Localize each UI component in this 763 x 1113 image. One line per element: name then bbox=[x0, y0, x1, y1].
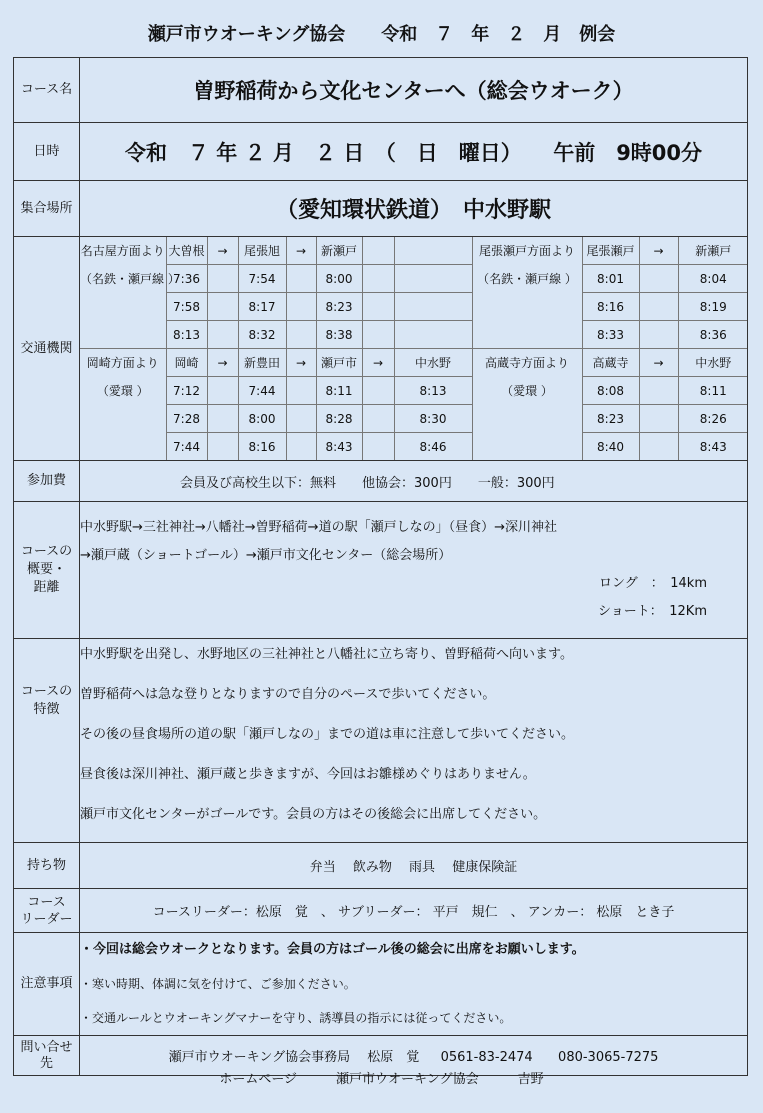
timetable-cell: 8:23 bbox=[582, 405, 639, 433]
transport-cell bbox=[80, 237, 748, 461]
timetable-cell: 尾張瀬戸 bbox=[582, 237, 639, 265]
timetable-cell: 新瀬戸 bbox=[316, 237, 362, 265]
timetable-cell: 8:36 bbox=[678, 321, 748, 349]
timetable-cell bbox=[394, 321, 472, 349]
timetable-cell: 8:33 bbox=[582, 321, 639, 349]
row-course bbox=[14, 58, 748, 123]
row-items bbox=[14, 843, 748, 889]
timetable-cell: 尾張瀬戸方面より bbox=[472, 237, 582, 265]
timetable-cell: 8:30 bbox=[394, 405, 472, 433]
timetable-cell: 8:23 bbox=[316, 293, 362, 321]
timetable-cell: 新豊田 bbox=[238, 349, 286, 377]
meeting-place: （愛知環状鉄道） 中水野駅 bbox=[80, 181, 748, 237]
timetable-cell: 岡崎方面より bbox=[80, 349, 166, 377]
row-features bbox=[14, 639, 748, 843]
timetable-cell bbox=[286, 433, 316, 461]
timetable-cell: 岡崎 bbox=[166, 349, 207, 377]
timetable-cell bbox=[639, 405, 678, 433]
timetable-cell: 高蔵寺 bbox=[582, 349, 639, 377]
timetable-cell: 7:12 bbox=[166, 377, 207, 405]
timetable-cell bbox=[286, 293, 316, 321]
timetable-cell: （愛環 ） bbox=[472, 377, 582, 405]
feature-line-1: 中水野駅を出発し、水野地区の三社神社と八幡社に立ち寄り、曽野稲荷へ向います。 bbox=[80, 646, 573, 662]
timetable-cell: 7:44 bbox=[166, 433, 207, 461]
row-leaders bbox=[14, 889, 748, 933]
timetable-cell bbox=[472, 433, 582, 461]
timetable-cell: 新瀬戸 bbox=[678, 237, 748, 265]
leaders-label: コース リーダー bbox=[14, 889, 80, 933]
timetable-cell bbox=[286, 321, 316, 349]
timetable-cell bbox=[207, 377, 238, 405]
timetable-cell: 8:16 bbox=[582, 293, 639, 321]
transport-timetable bbox=[80, 237, 748, 460]
timetable-row bbox=[80, 377, 748, 405]
timetable-cell bbox=[362, 321, 394, 349]
contact-value: 瀬戸市ウオーキング協会事務局 松原 覚 0561-83-2474 080-3065-7275 bbox=[80, 1036, 748, 1076]
note-line-1: ・今回は総会ウオークとなります。会員の方はゴール後の総会に出席をお願いします。 bbox=[80, 942, 585, 957]
timetable-cell: 8:46 bbox=[394, 433, 472, 461]
transport-label: 交通機関 bbox=[14, 237, 80, 461]
timetable-cell: → bbox=[207, 237, 238, 265]
summary-cell bbox=[80, 502, 748, 639]
meeting-label: 集合場所 bbox=[14, 181, 80, 237]
timetable-cell bbox=[207, 321, 238, 349]
row-datetime bbox=[14, 123, 748, 181]
timetable-cell: （名鉄・瀬戸線 ） bbox=[80, 265, 166, 293]
timetable-cell: 7:28 bbox=[166, 405, 207, 433]
timetable-cell: 8:08 bbox=[582, 377, 639, 405]
timetable-cell bbox=[80, 293, 166, 321]
timetable-cell bbox=[394, 237, 472, 265]
distance-long: ロング ： 14km bbox=[599, 576, 707, 591]
timetable-cell: （名鉄・瀬戸線 ） bbox=[472, 265, 582, 293]
feature-line-4: 昼食後は深川神社、瀬戸蔵と歩きますが、今回はお雛様めぐりはありません。 bbox=[80, 766, 536, 782]
timetable-cell: 7:54 bbox=[238, 265, 286, 293]
timetable-row bbox=[80, 405, 748, 433]
notes-cell bbox=[80, 933, 748, 1036]
timetable-cell: 8:13 bbox=[394, 377, 472, 405]
timetable-cell bbox=[362, 237, 394, 265]
timetable-cell bbox=[362, 293, 394, 321]
row-fee bbox=[14, 461, 748, 502]
timetable-cell bbox=[394, 265, 472, 293]
note-line-3: ・交通ルールとウオーキングマナーを守り、誘導員の指示には従ってください。 bbox=[80, 1011, 512, 1025]
timetable-cell: 8:38 bbox=[316, 321, 362, 349]
timetable-cell bbox=[80, 433, 166, 461]
timetable-cell: 中水野 bbox=[678, 349, 748, 377]
timetable-cell bbox=[639, 433, 678, 461]
timetable-cell bbox=[639, 293, 678, 321]
timetable-cell: 8:13 bbox=[166, 321, 207, 349]
timetable-cell: 7:58 bbox=[166, 293, 207, 321]
timetable-cell: 8:32 bbox=[238, 321, 286, 349]
timetable-cell bbox=[472, 321, 582, 349]
timetable-cell: → bbox=[207, 349, 238, 377]
timetable-cell: 8:16 bbox=[238, 433, 286, 461]
fee-label: 参加費 bbox=[14, 461, 80, 502]
route-line-2: →瀬戸蔵（ショートゴール）→瀬戸市文化センター（総会場所） bbox=[80, 548, 452, 563]
timetable-cell: 8:01 bbox=[582, 265, 639, 293]
fee-value: 会員及び高校生以下：無料 他協会：300円 一般：300円 bbox=[80, 461, 748, 502]
course-name: 曽野稲荷から文化センターへ（総会ウオーク） bbox=[80, 58, 748, 123]
timetable-cell: → bbox=[639, 349, 678, 377]
timetable-cell bbox=[362, 433, 394, 461]
timetable-cell: 7:36 bbox=[166, 265, 207, 293]
timetable-cell: 8:17 bbox=[238, 293, 286, 321]
timetable-cell: → bbox=[362, 349, 394, 377]
timetable-cell: （愛環 ） bbox=[80, 377, 166, 405]
timetable-cell: 7:44 bbox=[238, 377, 286, 405]
timetable-cell bbox=[472, 405, 582, 433]
timetable-row bbox=[80, 265, 748, 293]
feature-line-2: 曽野稲荷へは急な登りとなりますので自分のペースで歩いてください。 bbox=[80, 686, 496, 702]
timetable-cell: 名古屋方面より bbox=[80, 237, 166, 265]
timetable-cell bbox=[207, 293, 238, 321]
items-value: 弁当 飲み物 雨具 健康保険証 bbox=[80, 843, 748, 889]
timetable-cell: 大曽根 bbox=[166, 237, 207, 265]
datetime-label: 日時 bbox=[14, 123, 80, 181]
timetable-cell: 8:00 bbox=[238, 405, 286, 433]
timetable-cell bbox=[207, 405, 238, 433]
footer-homepage: ホームページ 瀬戸市ウオーキング協会 吉野 bbox=[219, 1072, 544, 1087]
timetable-cell bbox=[639, 321, 678, 349]
course-label: コース名 bbox=[14, 58, 80, 123]
row-meeting bbox=[14, 181, 748, 237]
feature-line-5: 瀬戸市文化センターがゴールです。会員の方はその後総会に出席してください。 bbox=[80, 806, 547, 822]
timetable-cell: → bbox=[286, 349, 316, 377]
timetable-cell bbox=[286, 377, 316, 405]
timetable-cell bbox=[639, 377, 678, 405]
row-transport bbox=[14, 237, 748, 461]
items-label: 持ち物 bbox=[14, 843, 80, 889]
leaders-value: コースリーダー：松原 覚 、 サブリーダー： 平戸 規仁 、 アンカー： 松原 とき子 bbox=[80, 889, 748, 933]
timetable-cell bbox=[362, 265, 394, 293]
timetable-cell: 8:19 bbox=[678, 293, 748, 321]
timetable-cell: 中水野 bbox=[394, 349, 472, 377]
timetable-row bbox=[80, 349, 748, 377]
timetable-cell bbox=[472, 293, 582, 321]
timetable-cell bbox=[207, 433, 238, 461]
row-notes bbox=[14, 933, 748, 1036]
features-label: コースの 特徴 bbox=[14, 639, 80, 843]
timetable-cell bbox=[207, 265, 238, 293]
page-title: 瀬戸市ウオーキング協会 令和 ７ 年 ２ 月 例会 bbox=[147, 24, 616, 45]
timetable-cell: 8:04 bbox=[678, 265, 748, 293]
event-table bbox=[13, 57, 748, 1076]
datetime-value: 令和 ７ 年 ２ 月 ２ 日 （ 日 曜日） 午前 9時00分 bbox=[80, 123, 748, 181]
timetable-cell: 8:28 bbox=[316, 405, 362, 433]
contact-label: 問い合せ 先 bbox=[14, 1036, 80, 1076]
timetable-cell: 8:43 bbox=[316, 433, 362, 461]
timetable-cell bbox=[639, 265, 678, 293]
timetable-row bbox=[80, 321, 748, 349]
timetable-cell: → bbox=[639, 237, 678, 265]
features-cell bbox=[80, 639, 748, 843]
timetable-cell: 8:11 bbox=[678, 377, 748, 405]
timetable-cell: 8:26 bbox=[678, 405, 748, 433]
note-line-2: ・寒い時期、体調に気を付けて、ご参加ください。 bbox=[80, 977, 356, 991]
timetable-cell bbox=[80, 405, 166, 433]
timetable-cell: 瀬戸市 bbox=[316, 349, 362, 377]
timetable-cell: 尾張旭 bbox=[238, 237, 286, 265]
feature-line-3: その後の昼食場所の道の駅「瀬戸しなの」までの道は車に注意して歩いてください。 bbox=[80, 726, 575, 742]
timetable-cell: 8:43 bbox=[678, 433, 748, 461]
notes-label: 注意事項 bbox=[14, 933, 80, 1036]
timetable-cell: 8:00 bbox=[316, 265, 362, 293]
row-summary bbox=[14, 502, 748, 639]
timetable-cell bbox=[80, 321, 166, 349]
timetable-cell bbox=[394, 293, 472, 321]
timetable-cell: → bbox=[286, 237, 316, 265]
timetable-row bbox=[80, 433, 748, 461]
timetable-cell bbox=[362, 405, 394, 433]
route-line-1: 中水野駅→三社神社→八幡社→曽野稲荷→道の駅「瀬戸しなの」（昼食）→深川神社 bbox=[80, 520, 557, 535]
timetable-cell bbox=[286, 265, 316, 293]
distance-short: ショート： 12Km bbox=[598, 604, 707, 619]
summary-label: コースの 概要・ 距離 bbox=[14, 502, 80, 639]
timetable-cell: 8:11 bbox=[316, 377, 362, 405]
timetable-cell: 8:40 bbox=[582, 433, 639, 461]
timetable-cell bbox=[286, 405, 316, 433]
timetable-cell bbox=[362, 377, 394, 405]
timetable-cell: 高蔵寺方面より bbox=[472, 349, 582, 377]
timetable-row bbox=[80, 293, 748, 321]
timetable-row bbox=[80, 237, 748, 265]
